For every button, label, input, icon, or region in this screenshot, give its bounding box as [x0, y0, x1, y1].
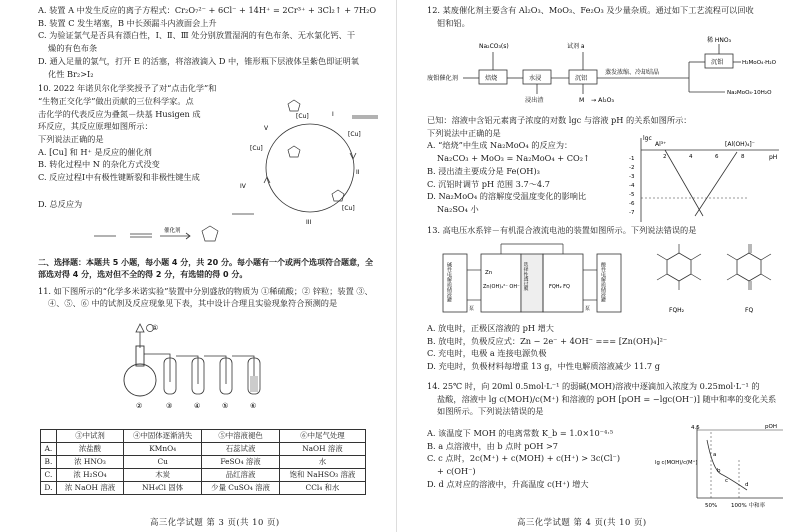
neutralization-graph [655, 420, 787, 512]
page-footer: 高三化学试题 第 3 页(共 10 页) [150, 516, 280, 527]
cycle-circle [266, 124, 354, 212]
flow-reagent-1: Na₂CO₃(s) [479, 43, 509, 50]
q13-option-c: C. 充电时，电极 a 连接电源负极 [427, 348, 547, 359]
x-tick: 2 [663, 154, 667, 160]
apparatus-label-6: ⑥ [250, 402, 257, 410]
q9-option-d: D. 通入足量的氯气，打开 E 的活塞，将溶液滴入 D 中，锥形瓶下层液体呈紫色即证明氧 [38, 55, 359, 66]
flow-prod-mo: H₂MoO₄·H₂O [742, 60, 776, 66]
cycle-label: [Cu] [348, 131, 361, 138]
flow-step-4: 沉钼 [711, 59, 724, 66]
flow-step-2: 水浸 [529, 75, 542, 82]
q13-option-d: D. 充电时，负极材料每增重 13 g，中性电解质溶液减少 11.7 g [427, 361, 660, 372]
flow-step-3: 沉铝 [575, 75, 588, 82]
flow-input: 废钼催化剂 [427, 75, 458, 82]
flow-reagent-2: 试剂 a [567, 43, 585, 50]
q12-note: 已知：溶液中含铝元素离子浓度的对数 lgc 与溶液 pH 的关系如图所示： [427, 115, 692, 125]
section-2-heading: 二、选择题：本题共 5 小题，每小题 4 分，共 20 分。每小题有一个或两个选项符合题意，全 [38, 258, 373, 267]
left-tank-label: 碱性电解质储液罐 [446, 262, 452, 302]
fq-ring [737, 253, 761, 281]
catalyst-label: 催化剂 [164, 228, 181, 234]
table-cell: D. [41, 482, 57, 495]
q10-option-a: A. [Cu] 和 H⁺ 是反应的催化剂 [38, 146, 152, 157]
q13-options [427, 322, 787, 373]
y-axis-label: lg c(MOH)/c(M⁺) [655, 460, 698, 466]
y-tick: -3 [629, 174, 635, 180]
q9-options [38, 4, 383, 80]
curve-label-alo: [Al(OH)₄]⁻ [725, 141, 755, 148]
q12-option-b: B. 浸出渣主要成分是 Fe(OH)₃ [427, 165, 540, 176]
section-2-heading-cont: 部选对得 4 分，选对但不全的得 2 分，有选错的得 0 分。 [38, 270, 248, 280]
q9-option-c: C. 为验证氯气是否具有漂白性，Ⅰ、Ⅱ、Ⅲ 处分别放置湿润的有色布条、无水氯化钙、干 [38, 30, 356, 41]
table-cell: 木炭 [124, 469, 202, 482]
cycle-label: [Cu] [342, 205, 355, 212]
x-tick: 6 [715, 154, 719, 160]
apparatus-label-3: ③ [166, 402, 173, 410]
step-label-v: V [264, 125, 269, 132]
connecting-tube [204, 356, 226, 384]
y-tick: -7 [629, 210, 635, 216]
apparatus-label-2: ② [136, 402, 143, 410]
q14-line: 盐酸，溶液中 lg c(MOH)/c(M⁺) 和溶液的 pOH [pOH = −lgc(OH⁻)] 随中和率的变化关系 [437, 393, 777, 404]
fqh2-ring [667, 253, 691, 281]
tube-6-liquid [250, 376, 258, 392]
y-axis-label: lgc [643, 135, 652, 142]
x-tick-100: 100% 中和率 [731, 503, 765, 509]
table-cell: FeSO₄ 溶液 [202, 456, 280, 469]
connecting-tube [176, 356, 198, 384]
curve-alo [695, 152, 737, 216]
pump-label: 泵 [585, 306, 591, 312]
membrane-label: 选择性透过膜 [522, 262, 528, 291]
left-solution-label: Zn(OH)₄²⁻ OH⁻ [483, 284, 520, 290]
negative-cell [481, 254, 521, 312]
q10-line: 10. 2022 年诺贝尔化学奖授予了对“点击化学”和 [38, 83, 217, 94]
q12-prompt: 下列说法中正确的是 [427, 127, 501, 138]
triazole-ring [332, 190, 344, 201]
q11-table-wrap [40, 426, 366, 495]
bond [691, 274, 701, 280]
q11-line: ④、⑤、⑥ 中的试剂及反应现象见下表，其中设计合理且实验现象符合预测的是 [48, 298, 338, 309]
flow-process: 蒸发浓缩、冷却结晶 [605, 69, 660, 76]
positive-cell [543, 254, 583, 312]
cycle-label: [Cu] [250, 145, 263, 152]
apparatus-label-5: ⑤ [222, 402, 229, 410]
section-2 [38, 257, 383, 310]
q13-title-wrap [427, 224, 787, 237]
flow-product-m: M [579, 97, 585, 104]
q12-line: 钼和铝。 [437, 17, 470, 28]
y-tick: -5 [629, 192, 635, 198]
molecule-label-fqh2: FQH₂ [669, 307, 685, 314]
step-label-iv: IV [240, 183, 246, 190]
y-tick: -2 [629, 165, 635, 171]
step-label-i: I [332, 111, 334, 118]
q12-option-d-cont: Na₂SO₄ 小 [437, 203, 479, 214]
x-tick: 8 [741, 154, 745, 160]
step-label-iii: III [306, 219, 312, 226]
connecting-tube [144, 354, 170, 382]
table-cell: 浓 H₂SO₄ [56, 469, 123, 482]
table-cell: C. [41, 469, 57, 482]
q10-option-c: C. 反应过程Ⅰ中有极性键断裂和非极性键生成 [38, 172, 200, 183]
triazole-ring [288, 100, 300, 111]
lgc-ph-graph [619, 132, 784, 224]
table-row [41, 456, 366, 469]
flow-battery-diagram [441, 240, 631, 318]
table-cell: A. [41, 443, 57, 456]
total-reaction-diagram [90, 223, 250, 249]
poh-label: pOH [765, 424, 777, 430]
q9-option-b: B. 装置 C 发生堵塞，B 中长颈漏斗内液面会上升 [38, 17, 217, 28]
table-header: ⑥中尾气处理 [279, 430, 365, 443]
table-cell: CCl₄ 和水 [279, 482, 365, 495]
flask-neck [136, 346, 144, 366]
triazole-ring [288, 146, 300, 157]
y-tick: -6 [629, 201, 635, 207]
table-cell: Cu [124, 456, 202, 469]
bond [691, 254, 701, 260]
curve-label-al: Al³⁺ [655, 141, 667, 148]
q14-line: 14. 25℃ 时，向 20ml 0.5mol·L⁻¹ 的弱碱(MOH)溶液中逐滴加入浓度为 0.25mol·L⁻¹ 的 [427, 381, 760, 391]
q12-option-a: A. “焙烧”中生成 Na₂MoO₄ 的反应为： [427, 140, 573, 151]
q11-table [40, 429, 366, 495]
zn-electrode-label: Zn [485, 270, 493, 276]
point-a: a [713, 452, 717, 458]
flow-waste: 浸出渣 [525, 97, 544, 104]
bond [761, 254, 771, 260]
point-b: b [717, 468, 721, 474]
table-cell: 饱和 NaHSO₃ 溶液 [279, 469, 365, 482]
x-tick-50: 50% [705, 503, 718, 509]
molecule-structures [635, 238, 785, 320]
table-cell: B. [41, 456, 57, 469]
q14-option-b: B. a 点溶液中，由 b 点时 pOH >7 [427, 440, 559, 451]
table-cell: KMnO₄ [124, 443, 202, 456]
q12-option-d: D. Na₂MoO₄ 的溶解度受温度变化的影响比 [427, 191, 587, 202]
curve-al [665, 150, 703, 216]
table-cell: NH₄Cl 固体 [124, 482, 202, 495]
q14-option-c-cont: + c(OH⁻) [437, 466, 476, 477]
bond [727, 254, 737, 260]
bond [761, 274, 771, 280]
q14-option-a: A. 该温度下 MOH 的电离常数 K_b = 1.0×10⁻⁴·⁵ [427, 428, 614, 438]
table-cell: 浓盐酸 [56, 443, 123, 456]
q12-option-a-cont: Na₂CO₃ + MoO₃ = Na₂MoO₄ + CO₂↑ [437, 153, 590, 164]
domino-apparatus [100, 318, 330, 418]
cycle-label: [Cu] [296, 113, 309, 120]
q10-line: 环反应，其反应原理如图所示： [38, 121, 153, 132]
triazole-product [202, 226, 218, 241]
q14-option-d: D. d 点对应的溶液中，升高温度 c(H⁺) 增大 [427, 478, 589, 489]
y-tick: -4 [629, 183, 635, 189]
table-cell: 浓 NaOH 溶液 [56, 482, 123, 495]
molecule-label-fq: FQ [745, 307, 754, 314]
q10-line: 下列说法正确的是 [38, 134, 104, 145]
table-cell: 少量 CuSO₄ 溶液 [202, 482, 280, 495]
q12-option-c: C. 沉铝时调节 pH 范围 3.7～4.7 [427, 178, 550, 189]
flow-step-1: 焙烧 [485, 75, 498, 82]
q14-options [427, 427, 657, 491]
table-cell: 品红溶液 [202, 469, 280, 482]
q12-line: 12. 某废催化剂主要含有 Al₂O₃、MoO₃、Fe₂O₃ 及少量杂质。通过如下工艺流程可以回收 [427, 5, 754, 15]
page-footer: 高三化学试题 第 4 页(共 10 页) [517, 516, 647, 527]
right-solution-label: FQH₂ FQ [549, 284, 570, 290]
right-tank-label: 酸性电解质储液罐 [600, 262, 606, 302]
table-header [41, 430, 57, 443]
flow-product-al: → Al₂O₃ [591, 97, 614, 104]
bond [657, 254, 667, 260]
q14-text [427, 380, 787, 418]
table-row [41, 482, 366, 495]
point-c: c [725, 478, 729, 484]
bond [727, 274, 737, 280]
table-cell: 石蕊试液 [202, 443, 280, 456]
table-header-row [41, 430, 366, 443]
step-label-ii: II [356, 169, 360, 176]
table-cell: NaOH 溶液 [279, 443, 365, 456]
q13-title: 13. 高电压水系锌－有机混合液流电池的装置如图所示。下列说法错误的是 [427, 225, 697, 235]
q9-option-c-cont: 燥的有色布条 [48, 43, 98, 54]
catalytic-cycle-diagram [230, 98, 390, 230]
q10-option-b: B. 转化过程中 N 的杂化方式没变 [38, 159, 160, 170]
table-header: ⑤中溶液褪色 [202, 430, 280, 443]
process-flowchart [427, 34, 785, 106]
x-tick: 4 [689, 154, 693, 160]
right-page [397, 0, 794, 532]
bond [657, 274, 667, 280]
q10-line: “生物正交化学”做出贡献的三位科学家。点 [38, 95, 194, 106]
q13-option-a: A. 放电时，正极区溶液的 pH 增大 [427, 323, 554, 333]
x-axis-label: pH [769, 154, 778, 161]
q10-line: 击化学的代表反应为叠氮－炔基 Husigen 成 [38, 108, 201, 119]
q10-option-d: D. 总反应为 [38, 198, 83, 209]
q14-option-c: C. c 点时，2c(M⁺) + c(MOH) + c(H⁺) > 3c(Cl⁻) [427, 453, 621, 464]
dropping-funnel-1 [136, 324, 144, 332]
q9-option-d-cont: 化性 Br₂>I₂ [48, 68, 94, 79]
apparatus-label-4: ④ [194, 402, 201, 410]
table-header: ④中固体逐渐消失 [124, 430, 202, 443]
q14-line: 如图所示。下列说法错误的是 [437, 406, 544, 417]
table-cell: 浓 HNO₃ [56, 456, 123, 469]
q13-option-b: B. 放电时，负极反应式：Zn − 2e⁻ + 4OH⁻ === [Zn(OH)₄]²⁻ [427, 335, 668, 346]
q9-option-a: A. 装置 A 中发生反应的离子方程式：Cr₂O₇²⁻ + 6Cl⁻ + 14H⁺ = 2Cr³⁺ + 3Cl₂↑ + 7H₂O [38, 5, 377, 15]
table-row [41, 469, 366, 482]
flow-reagent-3: 稀 HNO₃ [707, 37, 732, 44]
flow-prod-na: Na₂MoO₄·10H₂O [727, 90, 772, 96]
point-d: d [745, 482, 749, 488]
pump-label: 泵 [469, 306, 475, 312]
flask-2 [124, 364, 156, 396]
q10-text [38, 82, 253, 210]
y-tick: -1 [629, 156, 635, 162]
apparatus-label-1: ① [152, 324, 159, 332]
tick-45: 4.5 [691, 425, 700, 431]
q11-line: 11. 如下图所示的“化学多米诺实验”装置中分别盛放的物质为 ①稀硫酸；② 锌粒；装置 ③、 [38, 285, 373, 296]
table-row [41, 443, 366, 456]
table-cell: 水 [279, 456, 365, 469]
table-header: ③中试剂 [56, 430, 123, 443]
